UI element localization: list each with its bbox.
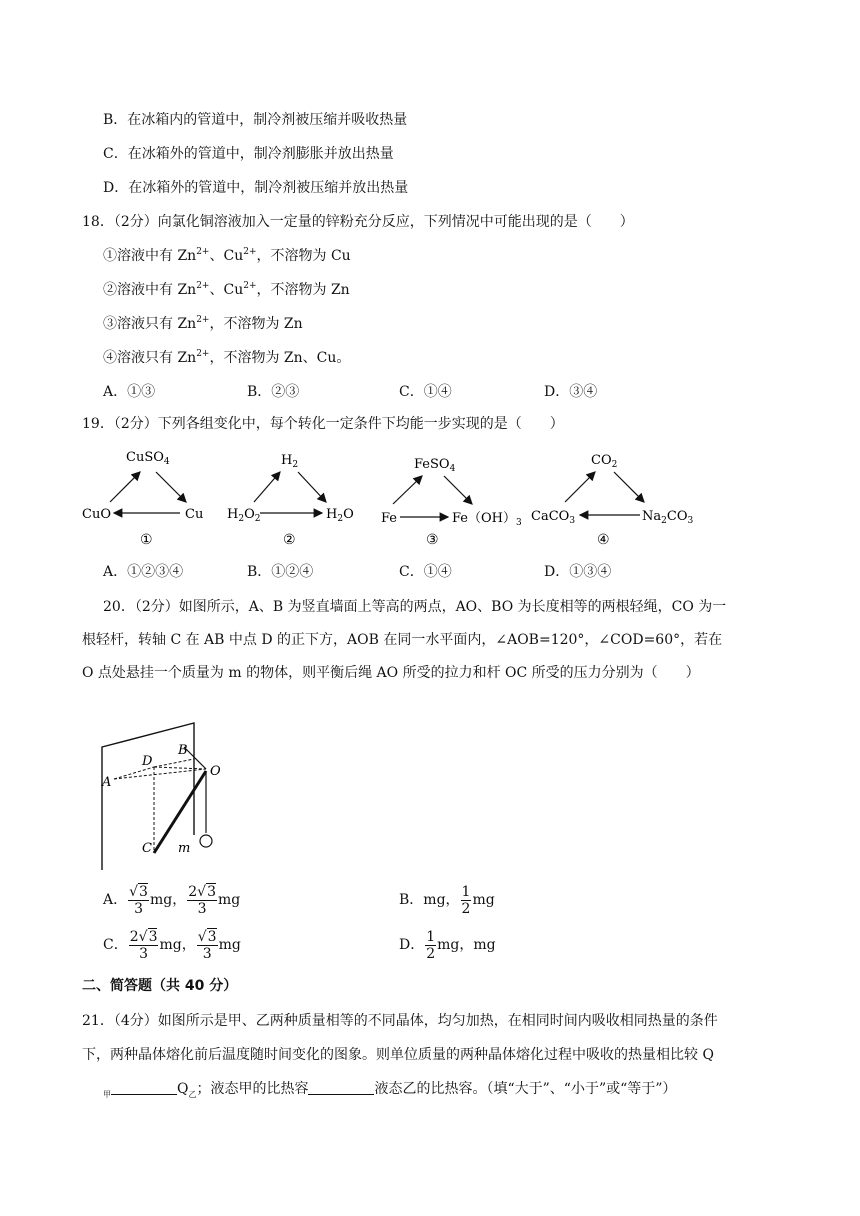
q17-option-d: D．在冰箱外的管道中，制冷剂被压缩并放出热量 <box>103 180 409 196</box>
q18-statement-4: ④溶液只有 $Zn^{2+}$，不溶物为 Zn、Cu。 <box>103 349 351 366</box>
d2-arrow-left-top <box>254 472 280 502</box>
q17-option-b: B．在冰箱内的管道中，制冷剂被压缩并吸收热量 <box>103 112 408 128</box>
d2-left-label: $H_2O_2$ <box>227 507 261 524</box>
q20-option-d: D． $\frac{1}{2}$ mg，mg <box>399 928 496 962</box>
q18-statement-2: ②溶液中有 $Zn^{2+}$、$Cu^{2+}$，不溶物为 Zn <box>103 281 350 298</box>
q19-diagram-1 <box>82 450 203 548</box>
section-heading: 二、简答题（共 40 分） <box>82 978 238 994</box>
label-b: B <box>178 743 188 758</box>
d4-right-label: $Na_2CO_3$ <box>642 509 694 526</box>
q18-option-d: D．③④ <box>544 384 598 400</box>
d1-arrow-top-right <box>156 472 186 502</box>
d2-right-label: $H_2O$ <box>326 507 354 524</box>
q21-line-3: $_甲$ $Q_乙$；液态甲的比热容 液态乙的比热容。（填“大于”、“小于”或“等于”） <box>103 1081 677 1099</box>
d2-number: ② <box>283 532 296 548</box>
q18-statement-1: ①溶液中有 $Zn^{2+}$、$Cu^{2+}$，不溶物为 Cu <box>103 247 351 264</box>
q20-option-a: A． $\frac{√3}{3}$ mg， $\frac{2√3}{3}$ mg <box>103 883 241 917</box>
q18-option-c: C．①④ <box>399 384 452 400</box>
d3-left-label: Fe <box>381 511 398 526</box>
label-d: D <box>142 754 153 769</box>
d3-number: ③ <box>426 532 439 548</box>
q18-option-a: A．①③ <box>103 384 156 400</box>
d1-right-label: Cu <box>185 507 204 522</box>
q19-diagram-4 <box>531 453 693 548</box>
q17-option-c: C．在冰箱外的管道中，制冷剂膨胀并放出热量 <box>103 146 394 162</box>
d-b-dashed <box>154 759 194 767</box>
q21-line-1: 21．（4分）如图所示是甲、乙两种质量相等的不同晶体，均匀加热，在相同时间内吸收相同热量的条件 <box>82 1013 718 1029</box>
label-o: O <box>210 764 221 779</box>
q19-diagram-3 <box>381 457 522 548</box>
q18-stem: 18．（2分）向氯化铜溶液加入一定量的锌粉充分反应，下列情况中可能出现的是（ ） <box>82 214 634 230</box>
d1-left-label: CuO <box>82 507 111 522</box>
mass-circle <box>200 835 212 847</box>
q19-option-b: B．①②④ <box>247 564 314 580</box>
d4-top-label: $CO_2$ <box>591 453 618 470</box>
q19-option-a: A．①②③④ <box>103 564 184 580</box>
d3-arrow-top-right <box>444 476 472 504</box>
d1-number: ① <box>140 532 153 548</box>
d3-right-label: $Fe(OH)_3$ <box>452 511 522 528</box>
d4-left-label: CaCO$_3$ <box>531 509 576 526</box>
q20-line-2: 根轻杆，转轴 C 在 AB 中点 D 的正下方，AOB 在同一水平面内，∠AOB=120°，∠COD=60°，若在 <box>82 632 723 648</box>
q20-line-1: 20．（2分）如图所示，A、B 为竖直墙面上等高的两点，AO、BO 为长度相等的两根轻绳，CO 为一 <box>103 599 727 615</box>
d3-arrow-left-top <box>393 476 422 504</box>
q21-blank-2[interactable] <box>308 1080 374 1095</box>
q20-line-3: O 点处悬挂一个质量为 m 的物体，则平衡后绳 AO 所受的拉力和杆 OC 所受的压力分别为（ ） <box>82 665 700 681</box>
d4-arrow-left-top <box>565 472 595 502</box>
label-m: m <box>178 841 191 856</box>
d4-number: ④ <box>597 532 610 548</box>
q21-line-2: 下，两种晶体熔化前后温度随时间变化的图象。则单位质量的两种晶体熔化过程中吸收的热量相比较 Q <box>82 1047 714 1063</box>
d-o-dashed <box>154 767 206 769</box>
d3-top-label: FeSO$_4$ <box>414 457 456 474</box>
q18-statement-3: ③溶液只有 $Zn^{2+}$，不溶物为 Zn <box>103 315 303 332</box>
q18-option-b: B．②③ <box>247 384 300 400</box>
q21-blank-1[interactable] <box>111 1080 177 1095</box>
q19-diagrams <box>0 440 860 552</box>
q19-diagram-2 <box>227 453 354 548</box>
q20-option-b: B．mg， $\frac{1}{2}$ mg <box>399 883 495 917</box>
q19-stem: 19．（2分）下列各组变化中，每个转化一定条件下均能一步实现的是（ ） <box>82 416 564 432</box>
d2-top-label: $H_2$ <box>281 453 299 470</box>
label-a: A <box>102 775 112 790</box>
q20-option-c: C． $\frac{2√3}{3}$ mg， $\frac{√3}{3}$ mg <box>103 928 241 962</box>
label-c: C <box>142 841 152 856</box>
d1-arrow-left-top <box>110 472 140 502</box>
d2-arrow-top-right <box>298 472 326 502</box>
q20-figure <box>90 715 240 885</box>
d1-top-label: CuSO$_4$ <box>126 450 170 467</box>
a-o-dashed <box>114 769 206 779</box>
q19-option-d: D．①③④ <box>544 564 612 580</box>
d4-arrow-top-right <box>614 472 644 502</box>
q19-option-c: C．①④ <box>399 564 452 580</box>
